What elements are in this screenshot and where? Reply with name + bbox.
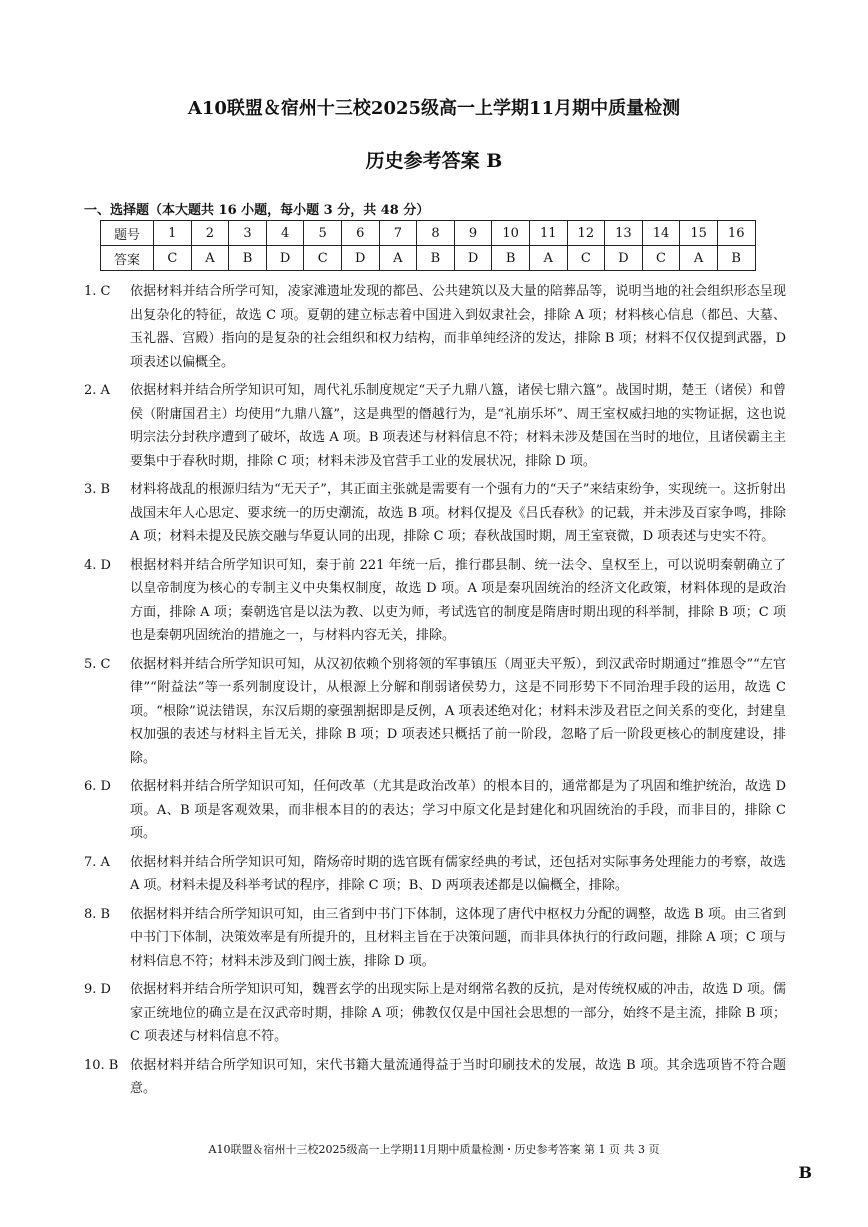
explanation-list: [84, 280, 786, 1106]
list-item: [84, 653, 786, 771]
table-cell-number: 14: [642, 221, 680, 246]
table-cell-answer: D: [605, 246, 643, 271]
list-item: [84, 1054, 786, 1101]
item-number: 8. B: [84, 906, 111, 922]
item-explanation: 依据材料并结合所学知识可知，任何改革（尤其是政治改革）的根本目的，通常都是为了巩固和维护统治，故选 D 项。A、B 项是客观效果，而非根本目的的表达；学习中原文化是封建化和巩固统治的手段，而非目的，排除 C 项。: [130, 779, 786, 841]
section-heading: 一、选择题（本大题共 16 小题，每小题 3 分，共 48 分）: [84, 203, 430, 218]
item-explanation: 材料将战乱的根源归结为“无天子”，其正面主张就是需要有一个强有力的“天子”来结束纷争，实现统一。这折射出战国末年人心思定、要求统一的历史潮流，故选 B 项。材料仅提及《吕氏春秋》的记载，并未涉及百家争鸣，排除 A 项；材料未提及民族交融与华夏认同的出现，排除 C 项；春秋战国时期，周王室衰微，D 项表述与史实不符。: [130, 482, 786, 544]
item-number: 6. D: [84, 779, 111, 794]
list-item: [84, 978, 786, 1049]
list-item: [84, 280, 786, 374]
item-number: 5. C: [84, 656, 111, 672]
table-cell-answer: B: [492, 246, 530, 271]
table-cell-number: 15: [680, 221, 718, 246]
row-label-answer: 答案: [101, 246, 154, 271]
item-explanation: 根据材料并结合所学知识可知，秦于前 221 年统一后，推行郡县制、统一法令、皇权至上，可以说明秦朝确立了以皇帝制度为核心的专制主义中央集权制度，故选 D 项。A 项是秦巩固统治的经济文化政策，材料体现的是政治方面，排除 A 项；秦朝选官是以法为教、以吏为师，考试选官的制度是隋唐时期出现的科举制，排除 B 项；C 项也是秦朝巩固统治的措施之一，与材料内容无关，排除。: [130, 557, 786, 643]
item-number: 10. B: [84, 1057, 119, 1073]
item-number: 7. A: [84, 854, 110, 870]
item-number: 2. A: [84, 383, 110, 398]
table-cell-answer: D: [341, 246, 379, 271]
table-cell-answer: B: [717, 246, 755, 271]
table-cell-answer: C: [642, 246, 680, 271]
item-explanation: 依据材料并结合所学知识可知，隋炀帝时期的选官既有儒家经典的考试，还包括对实际事务处理能力的考察，故选 A 项。材料未提及科举考试的程序，排除 C 项；B、D 两项表述都是以偏概全，排除。: [130, 854, 786, 893]
table-cell-number: 2: [191, 221, 229, 246]
item-explanation: 依据材料并结合所学知识可知，由三省到中书门下体制，这体现了唐代中枢权力分配的调整，故选 B 项。由三省到中书门下体制，决策效率是有所提升的，且材料主旨在于决策问题，而非具体执行的行政问题，排除 A 项；C 项与材料信息不符；材料未涉及到门阀士族，排除 D 项。: [130, 906, 786, 969]
table-cell-number: 7: [379, 221, 417, 246]
table-cell-number: 10: [492, 221, 530, 246]
table-cell-number: 16: [717, 221, 755, 246]
item-number: 4. D: [84, 557, 111, 573]
table-cell-answer: D: [266, 246, 304, 271]
table-cell-answer: B: [417, 246, 455, 271]
item-number: 3. B: [84, 482, 111, 497]
table-cell-answer: C: [154, 246, 192, 271]
table-cell-number: 12: [567, 221, 605, 246]
table-cell-number: 4: [266, 221, 304, 246]
table-cell-number: 3: [229, 221, 267, 246]
list-item: [84, 554, 786, 648]
list-item: [84, 851, 786, 898]
table-cell-answer: B: [229, 246, 267, 271]
page-footer: A10联盟＆宿州十三校2025级高一上学期11月期中质量检测・历史参考答案 第 1 页 共 3 页: [208, 1143, 660, 1156]
table-cell-number: 5: [304, 221, 342, 246]
document-title: A10联盟＆宿州十三校2025级高一上学期11月期中质量检测: [187, 98, 681, 119]
table-cell-number: 8: [417, 221, 455, 246]
table-cell-answer: D: [454, 246, 492, 271]
table-cell-answer: A: [529, 246, 567, 271]
table-cell-answer: A: [191, 246, 229, 271]
table-cell-number: 6: [341, 221, 379, 246]
version-badge: B: [798, 1163, 812, 1182]
item-number: 9. D: [84, 982, 111, 997]
list-item: [84, 379, 786, 473]
list-item: [84, 903, 786, 974]
table-cell-answer: A: [680, 246, 718, 271]
item-number: 1. C: [84, 284, 111, 299]
table-cell-number: 13: [605, 221, 643, 246]
item-explanation: 依据材料并结合所学可知，凌家滩遗址发现的都邑、公共建筑以及大量的陪葬品等，说明当地的社会组织形态呈现出复杂化的特征，故选 C 项。夏朝的建立标志着中国进入到奴隶社会，排除 A 项；材料核心信息（都邑、大墓、玉礼器、宫殿）指向的是复杂的社会组织和权力结构，而非单纯经济的发达，排除 B 项；材料不仅仅提到武器，D 项表述以偏概全。: [130, 284, 786, 370]
row-label-number: 题号: [101, 221, 154, 246]
table-cell-answer: A: [379, 246, 417, 271]
answer-row: [101, 246, 756, 271]
item-explanation: 依据材料并结合所学知识可知，从汉初依赖个别将领的军事镇压（周亚夫平叛），到汉武帝时期通过“推恩令”“左官律”“附益法”等一系列制度设计，从根源上分解和削弱诸侯势力，这是不同形势下不同治理手段的运用，故选 C 项。“根除”说法错误，东汉后期的豪强割据即是反例，A 项表述绝对化；材料未涉及君臣之间关系的变化，封建皇权加强的表述与材料主旨无关，排除 B 项；D 项表述只概括了前一阶段，忽略了后一阶段更核心的制度建设，排除。: [130, 656, 786, 766]
list-item: [84, 478, 786, 549]
table-cell-answer: C: [567, 246, 605, 271]
table-cell-number: 9: [454, 221, 492, 246]
question-number-row: [101, 221, 756, 246]
item-explanation: 依据材料并结合所学知识可知，周代礼乐制度规定“天子九鼎八簋，诸侯七鼎六簋”。战国时期，楚王（诸侯）和曾侯（附庸国君主）均使用“九鼎八簋”，这是典型的僭越行为，是“礼崩乐坏”、周王室权威扫地的实物证据，这也说明宗法分封秩序遭到了破坏，故选 A 项。B 项表述与材料信息不符；材料未涉及楚国在当时的地位，且诸侯霸主主要集中于春秋时期，排除 C 项；材料未涉及官营手工业的发展状况，排除 D 项。: [130, 383, 786, 469]
item-explanation: 依据材料并结合所学知识可知，宋代书籍大量流通得益于当时印刷技术的发展，故选 B 项。其余选项皆不符合题意。: [130, 1057, 786, 1096]
answer-table: [100, 220, 756, 271]
table-cell-answer: C: [304, 246, 342, 271]
table-cell-number: 1: [154, 221, 192, 246]
list-item: [84, 775, 786, 846]
item-explanation: 依据材料并结合所学知识可知，魏晋玄学的出现实际上是对纲常名教的反抗，是对传统权威的冲击，故选 D 项。儒家正统地位的确立是在汉武帝时期，排除 A 项；佛教仅仅是中国社会思想的一部分，始终不是主流，排除 B 项；C 项表述与材料信息不符。: [130, 982, 786, 1044]
document-subtitle: 历史参考答案 B: [365, 150, 503, 172]
table-cell-number: 11: [529, 221, 567, 246]
